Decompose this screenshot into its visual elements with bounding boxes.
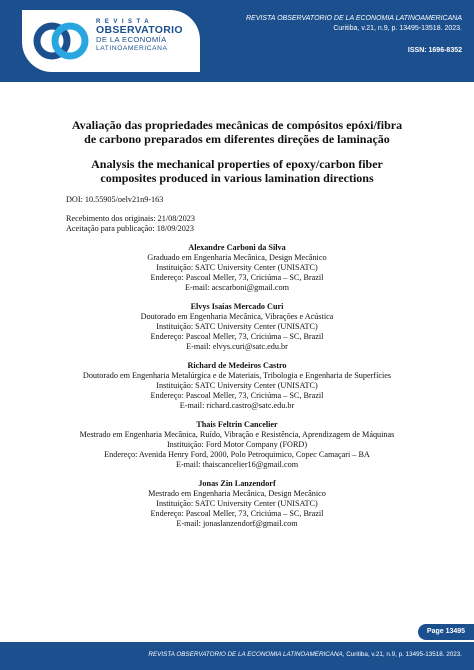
- footer-citation-line: [148, 651, 462, 658]
- author-institution: Instituição: SATC University Center (UNISATC): [156, 499, 318, 508]
- page-header: [0, 0, 474, 82]
- author-name: Alexandre Carboni da Silva: [188, 243, 286, 252]
- author-degree: Mestrado em Engenharia Mecânica, Design Mecânico: [148, 489, 326, 498]
- header-info: [246, 14, 462, 54]
- author-degree: Doutorado em Engenharia Mecânica, Vibrações e Acústica: [140, 312, 334, 321]
- author-email[interactable]: E-mail: jonaslanzendorf@gmail.com: [176, 519, 298, 528]
- received-date: Recebimento dos originais: 21/08/2023: [66, 214, 195, 223]
- header-citation: Curitiba, v.21, n.9, p. 13495-13518. 2023.: [333, 25, 462, 32]
- logo-line-observatorio: OBSERVATORIO: [96, 24, 183, 36]
- doi[interactable]: DOI: 10.55905/oelv21n9-163: [66, 195, 164, 204]
- author-block: [66, 243, 408, 293]
- author-name: Richard de Medeiros Castro: [187, 361, 287, 370]
- author-block: [66, 420, 408, 470]
- author-block: [66, 479, 408, 529]
- footer-citation: Curitiba, v.21, n.9, p. 13495-13518. 2023.: [346, 651, 462, 658]
- author-name: Elvys Isaías Mercado Curi: [190, 302, 284, 311]
- header-journal-name: REVISTA OBSERVATORIO DE LA ECONOMIA LATINOAMERICANA: [245, 15, 462, 22]
- logo-line-economia: DE LA ECONOMÍA: [96, 35, 167, 44]
- author-block: [66, 302, 408, 352]
- author-institution: Instituição: SATC University Center (UNISATC): [156, 263, 318, 272]
- article-front-matter: [66, 118, 408, 529]
- article-title-pt: Avaliação das propriedades mecânicas de compósitos epóxi/fibra de carbono preparados em diferentes direções de laminação: [71, 118, 403, 146]
- journal-logo: [22, 10, 200, 72]
- article-title-en: Analysis the mechanical properties of epoxy/carbon fiber composites produced in various lamination directions: [91, 157, 383, 185]
- footer-journal-name: REVISTA OBSERVATORIO DE LA ECONOMIA LATINOAMERICANA,: [148, 651, 345, 658]
- header-issn: ISSN: 1696-8352: [407, 47, 462, 54]
- author-institution: Instituição: Ford Motor Company (FORD): [166, 440, 308, 449]
- author-address: Endereço: Pascoal Meller, 73, Criciúma – SC, Brazil: [150, 273, 324, 282]
- author-block: [66, 361, 408, 411]
- page-number: Page 13495: [418, 624, 474, 640]
- author-address: Endereço: Pascoal Meller, 73, Criciúma – SC, Brazil: [150, 509, 324, 518]
- author-email[interactable]: E-mail: acscarboni@gmail.com: [185, 283, 289, 292]
- author-email[interactable]: E-mail: thaiscancelier16@gmail.com: [175, 460, 299, 469]
- footer-bar: [0, 642, 474, 670]
- logo-line-latinoamericana: LATINOAMERICANA: [96, 44, 168, 52]
- author-address: Endereço: Pascoal Meller, 73, Criciúma – SC, Brazil: [150, 332, 324, 341]
- logo-line-revista: REVISTA: [96, 19, 154, 25]
- author-name: Jonas Zin Lanzendorf: [198, 479, 276, 488]
- author-address: Endereço: Avenida Henry Ford, 2000, Polo Petroquimico, Copec Camaçari – BA: [104, 450, 370, 459]
- logo-rings-icon: [33, 20, 89, 62]
- author-address: Endereço: Pascoal Meller, 73, Criciúma – SC, Brazil: [150, 391, 324, 400]
- author-email[interactable]: E-mail: elvys.curi@satc.edu.br: [186, 342, 288, 351]
- author-name: Thais Feltrin Cancelier: [196, 420, 278, 429]
- author-email[interactable]: E-mail: richard.castro@satc.edu.br: [179, 401, 295, 410]
- author-institution: Instituição: SATC University Center (UNISATC): [156, 322, 318, 331]
- author-degree: Graduado em Engenharia Mecânica, Design Mecânico: [147, 253, 327, 262]
- page-footer: [0, 620, 474, 670]
- author-degree: Doutorado em Engenharia Metalúrgica e de Materiais, Tribologia e Engenharia de Superfícies: [82, 371, 392, 380]
- author-institution: Instituição: SATC University Center (UNISATC): [156, 381, 318, 390]
- accepted-date: Aceitação para publicação: 18/09/2023: [66, 224, 194, 233]
- author-degree: Mestrado em Engenharia Mecânica, Ruído, Vibração e Resistência, Aprendizagem de Máquinas: [79, 430, 395, 439]
